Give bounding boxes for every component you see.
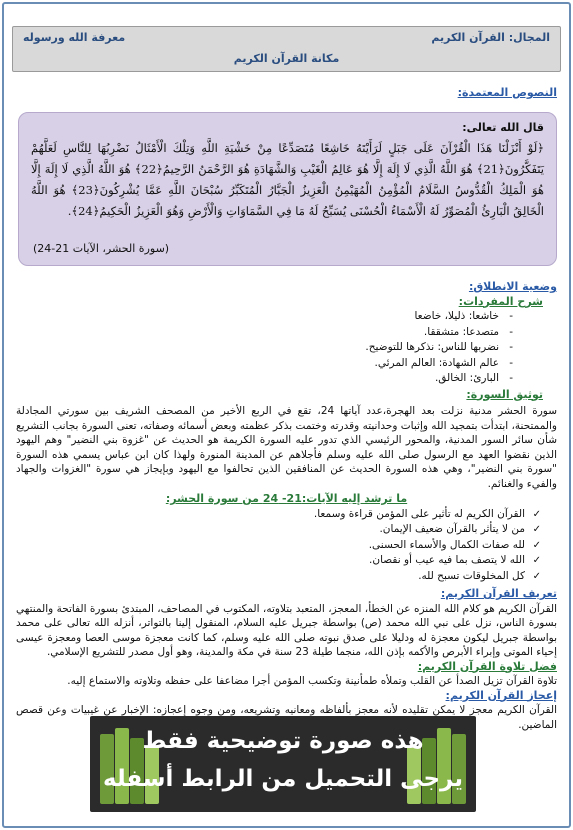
vocab-list	[16, 309, 517, 387]
list-item: - عالم الشهادة: العالم المرئي.	[16, 356, 499, 372]
recitation-paragraph: تلاوة القرآن تزيل الصدأ عن القلب وتملأه طمأنينة وتكسب المؤمن أجرا مضاعفا على حفظه وتلاوته والاستماع إليه.	[67, 675, 557, 687]
page-frame	[2, 2, 571, 828]
list-item: ✓ كل المخلوقات تسبح لله.	[16, 569, 525, 585]
list-item: ✓ لله صفات الكمال والأسماء الحسنى.	[16, 538, 525, 554]
recitation-title: فضل تلاوة القرآن الكريم:	[417, 659, 557, 673]
field-label: المجال: القرآن الكريم	[431, 31, 550, 44]
miracle-title: إعجاز القرآن الكريم:	[445, 688, 557, 702]
list-item: ✓ من لا يتأثر بالقرآن ضعيف الإيمان.	[16, 522, 525, 538]
verses-reference: (سورة الحشر، الآيات 21-24)	[33, 242, 170, 255]
surah-title: توثيق السورة:	[466, 387, 543, 401]
banner-line-2: يرجى التحميل من الرابط أسفله	[103, 766, 463, 792]
list-item: - نضربها للناس: نذكرها للتوضيح.	[16, 340, 499, 356]
texts-section-title: النصوص المعتمدة:	[457, 86, 557, 99]
definition-title: تعريف القرآن الكريم:	[440, 587, 557, 600]
miracle-paragraph: القرآن الكريم معجز لا يمكن تقليده لأنه معجز بألفاظه ومعانيه وتشريعه، ومن وجوه إعجازه: الإخبار عن غيبيات وعن قصص الماضين.	[16, 704, 557, 731]
list-item: - خاشعا: ذليلا، خاضعا	[16, 309, 499, 325]
surah-paragraph: سورة الحشر مدنية نزلت بعد الهجرة،عدد آياتها 24، تقع في الربع الأخير من المصحف الشريف بين سورتي المجادلة والممتحنة، ابتدأت بتمجيد الله وإثبات وحدانيته وقدرته وختمت بذكر عظمته وبعض أسمائه وصفاته، تعنى السورة بجانب التشريع شأن سائر السور المدنية، والمحور الرئيسي الذي تدور عليه السورة الكريمة هو الحديث عن "غزوة بني النضير" وهم اليهود الذين نقضوا العهد مع الرسول صلى الله عليه وسلم فأجلاهم عن المدينة المنورة ولهذا كان ابن عباس يسمي هذه السورة "سورة بني النضير"، وهي هذه السورة الحديث عن المنافقين الذين تحالفوا مع اليهود وبإيجاز هي سورة "الغزوات والجهاد والفيء والغنائم.	[16, 405, 558, 490]
guidance-title: ما ترشد إليه الآيات:21- 24 من سورة الحشر:	[165, 492, 408, 505]
vocab-title: شرح المفردات:	[458, 294, 543, 308]
list-item: - متصدعا: متشققا.	[16, 325, 499, 341]
guidance-list	[16, 507, 547, 585]
unit-label: معرفة الله ورسوله	[23, 31, 126, 44]
list-item: - البارئ: الخالق.	[16, 371, 499, 387]
list-item: ✓ الله لا يتصف بما فيه عيب أو نقصان.	[16, 553, 525, 569]
banner-line-1: هذه صورة توضيحية فقط	[142, 728, 424, 754]
definition-paragraph: القرآن الكريم هو كلام الله المنزه عن الخطأ، المعجز، المتعبد بتلاوته، المكتوب في المصاحف، المبتدئ بسورة الفاتحة والمنتهي بسورة الناس، نزل على نبي الله محمد (ص) بواسطة جبريل عليه السلام، المنقول إلينا بالتواتر، أنزله الله تعالى على محمد بواسطة جبريل ليكون معجزة له ودليلا على صدق نبوته صلى الله عليه وسلم، كما كانت معجزة موسى العصا ومعجزة عيسى إحياء الموتى وإبراء الأبرص والأكمه بإذن الله، منجما طيلة 23 سنة في مكة والمدينة، وهو أول مصدر للتشريع الإسلامي.	[16, 602, 557, 658]
starting-section	[16, 280, 557, 732]
list-item: ✓ القرآن الكريم له تأثير على المؤمن قراءة وسمعا.	[16, 507, 525, 523]
lesson-header	[12, 26, 561, 72]
lesson-title: مكانة القرآن الكريم	[233, 52, 340, 65]
preview-banner	[90, 716, 476, 812]
starting-situation-title: وضعية الانطلاق:	[468, 280, 557, 293]
verses-intro: قال الله تعالى:	[462, 121, 544, 134]
verses-box	[18, 112, 557, 266]
verses-text: ﴿لَوْ أَنْزَلْنَا هَذَا الْقُرْآنَ عَلَى جَبَلٍ لَرَأَيْتَهُ خَاشِعًا مُتَصَدِّعًا مِنْ خَشْيَةِ اللَّهِ وَتِلْكَ الْأَمْثَالُ نَضْرِبُهَا لِلنَّاسِ لَعَلَّهُمْ يَتَفَكَّرُونَ﴿21﴾ هُوَ اللَّهُ الَّذِي لَا إِلَهَ إِلَّا هُوَ عَالِمُ الْغَيْبِ وَالشَّهَادَةِ هُوَ الرَّحْمَنُ الرَّحِيمُ﴿22﴾ هُوَ اللَّهُ الَّذِي لَا إِلَهَ إِلَّا هُوَ الْمَلِكُ الْقُدُّوسُ السَّلَامُ الْمُؤْمِنُ الْمُهَيْمِنُ الْعَزِيزُ الْجَبَّارُ الْمُتَكَبِّرُ سُبْحَانَ اللَّهِ عَمَّا يُشْرِكُونَ﴿23﴾ هُوَ اللَّهُ الْخَالِقُ الْبَارِئُ الْمُصَوِّرُ لَهُ الْأَسْمَاءُ الْحُسْنَى يُسَبِّحُ لَهُ مَا فِي السَّمَاوَاتِ وَالْأَرْضِ وَهُوَ الْعَزِيزُ الْحَكِيمُ﴿24﴾.	[31, 141, 544, 218]
